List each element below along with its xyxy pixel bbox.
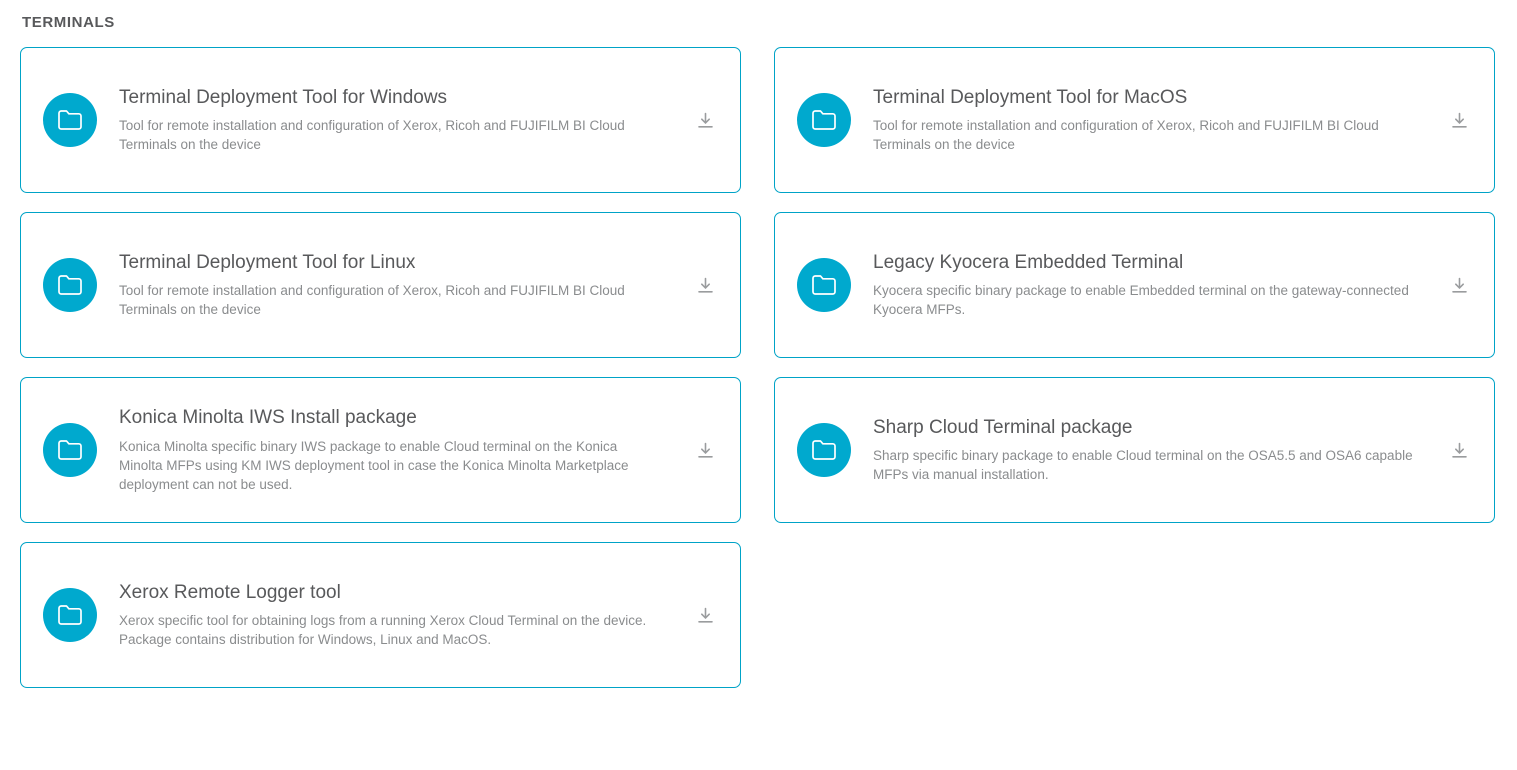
card-title: Xerox Remote Logger tool — [119, 581, 341, 603]
card-title: Legacy Kyocera Embedded Terminal — [873, 251, 1184, 273]
card-body — [873, 86, 1442, 155]
download-icon[interactable] — [688, 103, 722, 137]
folder-icon — [43, 93, 97, 147]
card-title: Terminal Deployment Tool for MacOS — [873, 86, 1188, 108]
terminal-card[interactable] — [20, 542, 741, 688]
terminal-card[interactable] — [774, 47, 1495, 193]
card-description: Sharp specific binary package to enable Cloud terminal on the OSA5.5 and OSA6 capable MFPs via manual installation. — [873, 448, 1413, 483]
card-description: Tool for remote installation and configuration of Xerox, Ricoh and FUJIFILM BI Cloud Terminals on the device — [119, 283, 625, 318]
card-title: Konica Minolta IWS Install package — [119, 406, 417, 428]
card-body — [119, 251, 688, 320]
download-icon[interactable] — [1442, 268, 1476, 302]
folder-icon — [43, 588, 97, 642]
download-icon[interactable] — [688, 433, 722, 467]
folder-icon — [797, 93, 851, 147]
card-description: Konica Minolta specific binary IWS package to enable Cloud terminal on the Konica Minolta MFPs using KM IWS deployment tool in case the Konica Minolta Marketplace deployment can not be used. — [119, 438, 629, 492]
download-icon[interactable] — [688, 598, 722, 632]
card-description: Tool for remote installation and configuration of Xerox, Ricoh and FUJIFILM BI Cloud Terminals on the device — [873, 118, 1379, 153]
card-description: Tool for remote installation and configuration of Xerox, Ricoh and FUJIFILM BI Cloud Terminals on the device — [119, 118, 625, 153]
card-title: Terminal Deployment Tool for Linux — [119, 251, 416, 273]
card-description: Xerox specific tool for obtaining logs from a running Xerox Cloud Terminal on the device. Package contains distribution for Windows, Linux and MacOS. — [119, 613, 647, 648]
download-icon[interactable] — [688, 268, 722, 302]
download-icon[interactable] — [1442, 433, 1476, 467]
terminal-card[interactable] — [20, 212, 741, 358]
terminal-card[interactable] — [774, 212, 1495, 358]
terminal-card[interactable] — [20, 377, 741, 523]
card-title: Sharp Cloud Terminal package — [873, 416, 1133, 438]
card-body — [873, 251, 1442, 320]
folder-icon — [43, 258, 97, 312]
card-body — [119, 406, 688, 494]
card-body — [873, 416, 1442, 485]
page-title: TERMINALS — [22, 14, 115, 31]
terminal-card[interactable] — [20, 47, 741, 193]
folder-icon — [797, 258, 851, 312]
card-title: Terminal Deployment Tool for Windows — [119, 86, 448, 108]
card-body — [119, 581, 688, 650]
card-body — [119, 86, 688, 155]
terminals-card-grid — [20, 47, 1497, 688]
download-icon[interactable] — [1442, 103, 1476, 137]
terminal-card[interactable] — [774, 377, 1495, 523]
folder-icon — [43, 423, 97, 477]
folder-icon — [797, 423, 851, 477]
card-description: Kyocera specific binary package to enable Embedded terminal on the gateway-connected Kyocera MFPs. — [873, 283, 1409, 318]
